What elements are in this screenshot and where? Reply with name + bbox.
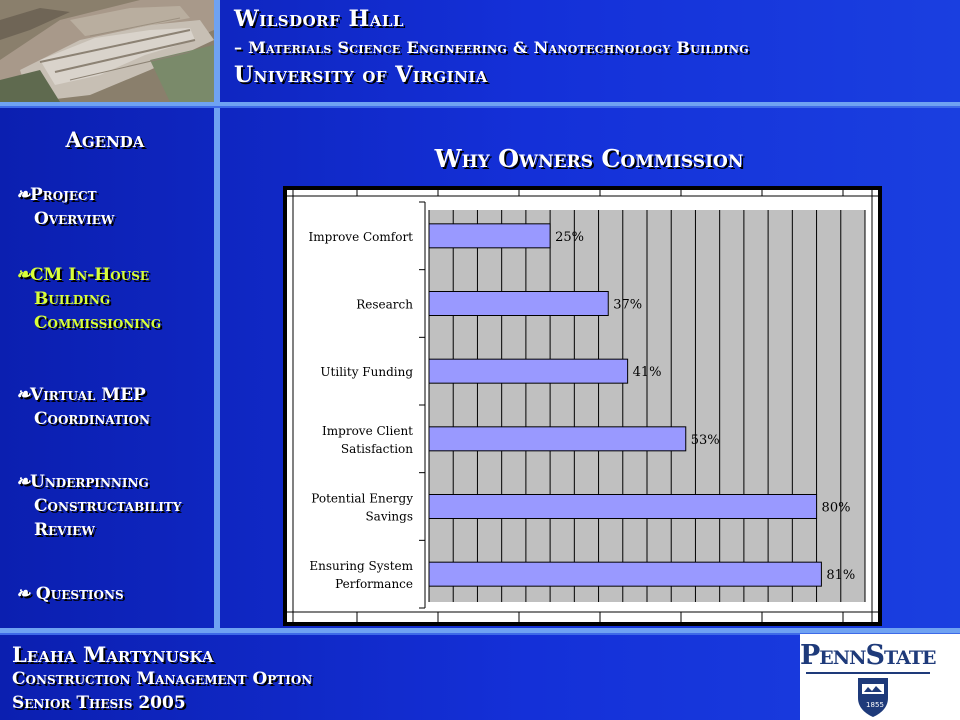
agenda-item-cm-commissioning[interactable] <box>16 263 221 335</box>
agenda-item-label-3: Review <box>34 520 95 540</box>
bar <box>429 562 821 586</box>
presenter-name: Leaha Martynuska <box>12 642 214 667</box>
agenda-item-questions[interactable] <box>16 582 221 606</box>
header-divider-shade <box>0 106 960 108</box>
category-label: Savings <box>365 509 413 524</box>
chart-frame <box>283 186 882 626</box>
agenda-item-label: CM In-House <box>30 265 150 285</box>
category-label: Potential Energy <box>311 491 413 506</box>
header-subtitle: – Materials Science Engineering & Nanotechnology Building <box>234 38 749 57</box>
agenda-item-label: Questions <box>30 584 124 604</box>
chart-title: Why Owners Commission <box>434 144 744 173</box>
agenda-item-label: Underpinning <box>30 472 149 492</box>
agenda-item-label-3: Commissioning <box>34 313 162 333</box>
bullet-icon: ❧ <box>16 265 31 285</box>
bullet-icon: ❧ <box>16 385 31 405</box>
category-label: Utility Funding <box>320 365 413 380</box>
pennstate-logo <box>800 634 960 720</box>
logo-rule <box>806 672 930 674</box>
shield-year-left: 18 <box>866 701 875 709</box>
value-label: 81% <box>826 568 856 584</box>
bullet-icon: ❧ <box>16 584 31 604</box>
category-label: Satisfaction <box>340 441 413 456</box>
bullet-icon: ❧ <box>16 185 31 205</box>
category-label: Improve Client <box>322 423 413 438</box>
agenda-item-label-2: Constructability <box>34 496 182 516</box>
shield-icon <box>856 676 890 718</box>
bar <box>429 495 817 519</box>
bar <box>429 359 628 383</box>
bar <box>429 292 608 316</box>
agenda-item-virtual-mep[interactable] <box>16 383 221 431</box>
agenda-item-label-2: Coordination <box>34 409 151 429</box>
category-label: Performance <box>335 577 413 592</box>
agenda-item-label-2: Building <box>34 289 111 309</box>
agenda-title: Agenda <box>65 127 145 152</box>
chart-area <box>287 190 878 622</box>
category-label: Research <box>356 297 413 312</box>
bar-chart <box>287 190 878 622</box>
logo-wordmark <box>800 640 936 671</box>
agenda-item-label: Virtual MEP <box>30 385 146 405</box>
agenda-item-label: Project <box>30 185 97 205</box>
agenda-item-label-2: Overview <box>34 209 115 229</box>
agenda-item-underpinning[interactable] <box>16 470 221 542</box>
presenter-thesis: Senior Thesis 2005 <box>12 693 186 713</box>
bullet-icon: ❧ <box>16 472 31 492</box>
bar <box>429 224 550 248</box>
logo-state: State <box>865 640 936 671</box>
agenda-item-project-overview[interactable] <box>16 183 221 231</box>
logo-penn: Penn <box>800 640 866 671</box>
value-label: 37% <box>613 297 643 313</box>
shield-year-right: 55 <box>875 701 884 709</box>
building-photo <box>0 0 214 102</box>
value-label: 25% <box>555 229 585 245</box>
category-label: Ensuring System <box>309 559 413 574</box>
category-label: Improve Comfort <box>308 229 413 244</box>
bar <box>429 427 686 451</box>
presenter-option: Construction Management Option <box>12 669 313 689</box>
value-label: 53% <box>690 432 720 448</box>
header-title: Wilsdorf Hall <box>234 6 404 32</box>
value-label: 80% <box>821 500 851 516</box>
value-label: 41% <box>632 365 662 381</box>
header <box>0 0 960 102</box>
header-university: University of Virginia <box>234 62 488 88</box>
